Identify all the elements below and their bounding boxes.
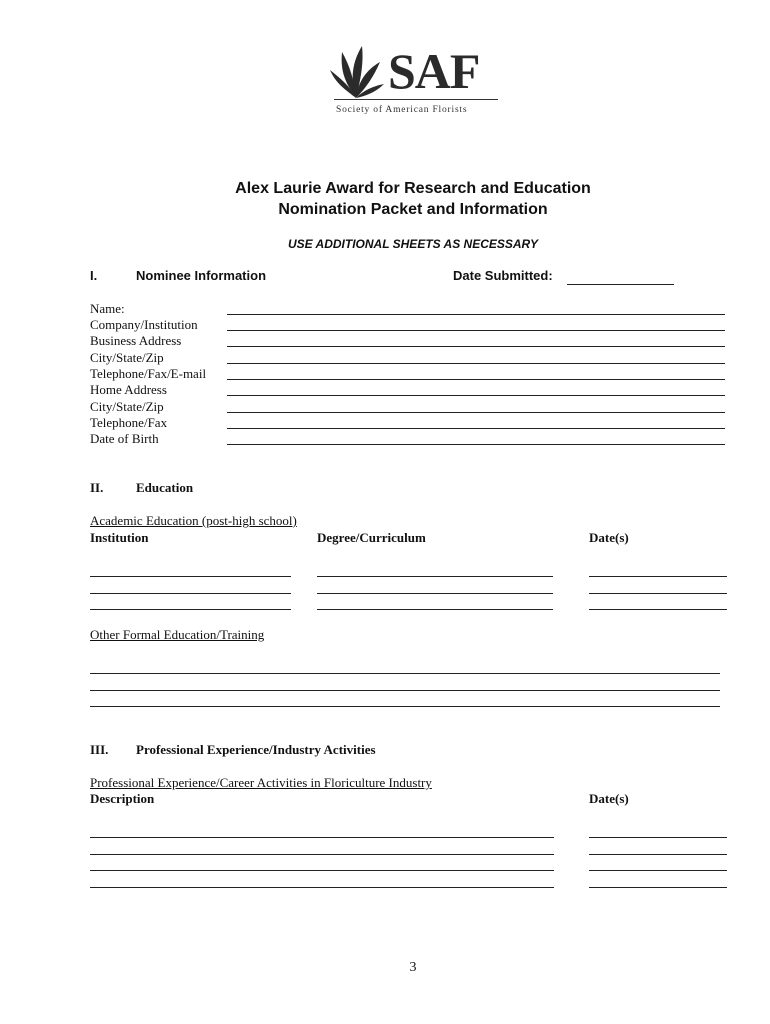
saf-logo (328, 44, 500, 122)
degree-line[interactable] (317, 609, 553, 610)
field-line-telephone-fax-email[interactable] (227, 379, 725, 380)
dates-line[interactable] (589, 887, 727, 888)
section2-number: II. (90, 480, 104, 495)
dates-line[interactable] (589, 593, 727, 594)
document-title: Alex Laurie Award for Research and Education (235, 180, 591, 197)
description-line[interactable] (90, 837, 554, 838)
section3-title: Professional Experience/Industry Activities (136, 742, 376, 757)
dates-line[interactable] (589, 870, 727, 871)
field-line-home-address[interactable] (227, 395, 725, 396)
field-label-name: Name: (90, 301, 125, 316)
other-education-line[interactable] (90, 706, 720, 707)
field-label-home-telephone-fax: Telephone/Fax (90, 415, 168, 430)
field-line-city-state-zip[interactable] (227, 363, 725, 364)
field-label-company: Company/Institution (90, 317, 198, 332)
dates-line[interactable] (589, 854, 727, 855)
field-line-name[interactable] (227, 314, 725, 315)
col-dates: Date(s) (589, 530, 629, 545)
date-submitted-label: Date Submitted: (453, 268, 553, 283)
description-line[interactable] (90, 854, 554, 855)
page-number: 3 (409, 960, 417, 975)
field-line-business-address[interactable] (227, 346, 725, 347)
other-education-line[interactable] (90, 690, 720, 691)
degree-line[interactable] (317, 593, 553, 594)
dates-line[interactable] (589, 609, 727, 610)
field-label-city-state-zip: City/State/Zip (90, 350, 164, 365)
section1-title: Nominee Information (136, 268, 267, 283)
field-line-home-city-state-zip[interactable] (227, 412, 725, 413)
field-label-home-address: Home Address (90, 382, 167, 397)
field-line-company[interactable] (227, 330, 725, 331)
description-line[interactable] (90, 870, 554, 871)
instruction-note: USE ADDITIONAL SHEETS AS NECESSARY (287, 237, 539, 251)
saf-leaf-icon (328, 44, 386, 100)
institution-line[interactable] (90, 576, 291, 577)
logo-wordmark: SAF (388, 43, 480, 99)
other-education-heading: Other Formal Education/Training (90, 627, 265, 642)
dates-line[interactable] (589, 576, 727, 577)
col-dates: Date(s) (589, 791, 629, 806)
date-submitted-field[interactable] (567, 284, 674, 285)
institution-line[interactable] (90, 593, 291, 594)
section1-number: I. (90, 268, 98, 283)
other-education-line[interactable] (90, 673, 720, 674)
col-description: Description (90, 791, 155, 806)
section3-number: III. (90, 742, 109, 757)
col-institution: Institution (90, 530, 149, 545)
professional-experience-heading: Professional Experience/Career Activities in Floriculture Industry (90, 775, 432, 790)
field-label-telephone-fax-email: Telephone/Fax/E-mail (90, 366, 207, 381)
section2-title: Education (136, 480, 194, 495)
col-degree: Degree/Curriculum (317, 530, 426, 545)
institution-line[interactable] (90, 609, 291, 610)
field-label-date-of-birth: Date of Birth (90, 431, 159, 446)
description-line[interactable] (90, 887, 554, 888)
logo-tagline: Society of American Florists (336, 105, 468, 115)
field-label-home-city-state-zip: City/State/Zip (90, 399, 164, 414)
document-subtitle: Nomination Packet and Information (278, 201, 548, 218)
field-label-business-address: Business Address (90, 333, 182, 348)
academic-education-heading: Academic Education (post-high school) (90, 513, 297, 528)
logo-divider (334, 99, 498, 100)
field-line-home-telephone-fax[interactable] (227, 428, 725, 429)
field-line-date-of-birth[interactable] (227, 444, 725, 445)
degree-line[interactable] (317, 576, 553, 577)
dates-line[interactable] (589, 837, 727, 838)
